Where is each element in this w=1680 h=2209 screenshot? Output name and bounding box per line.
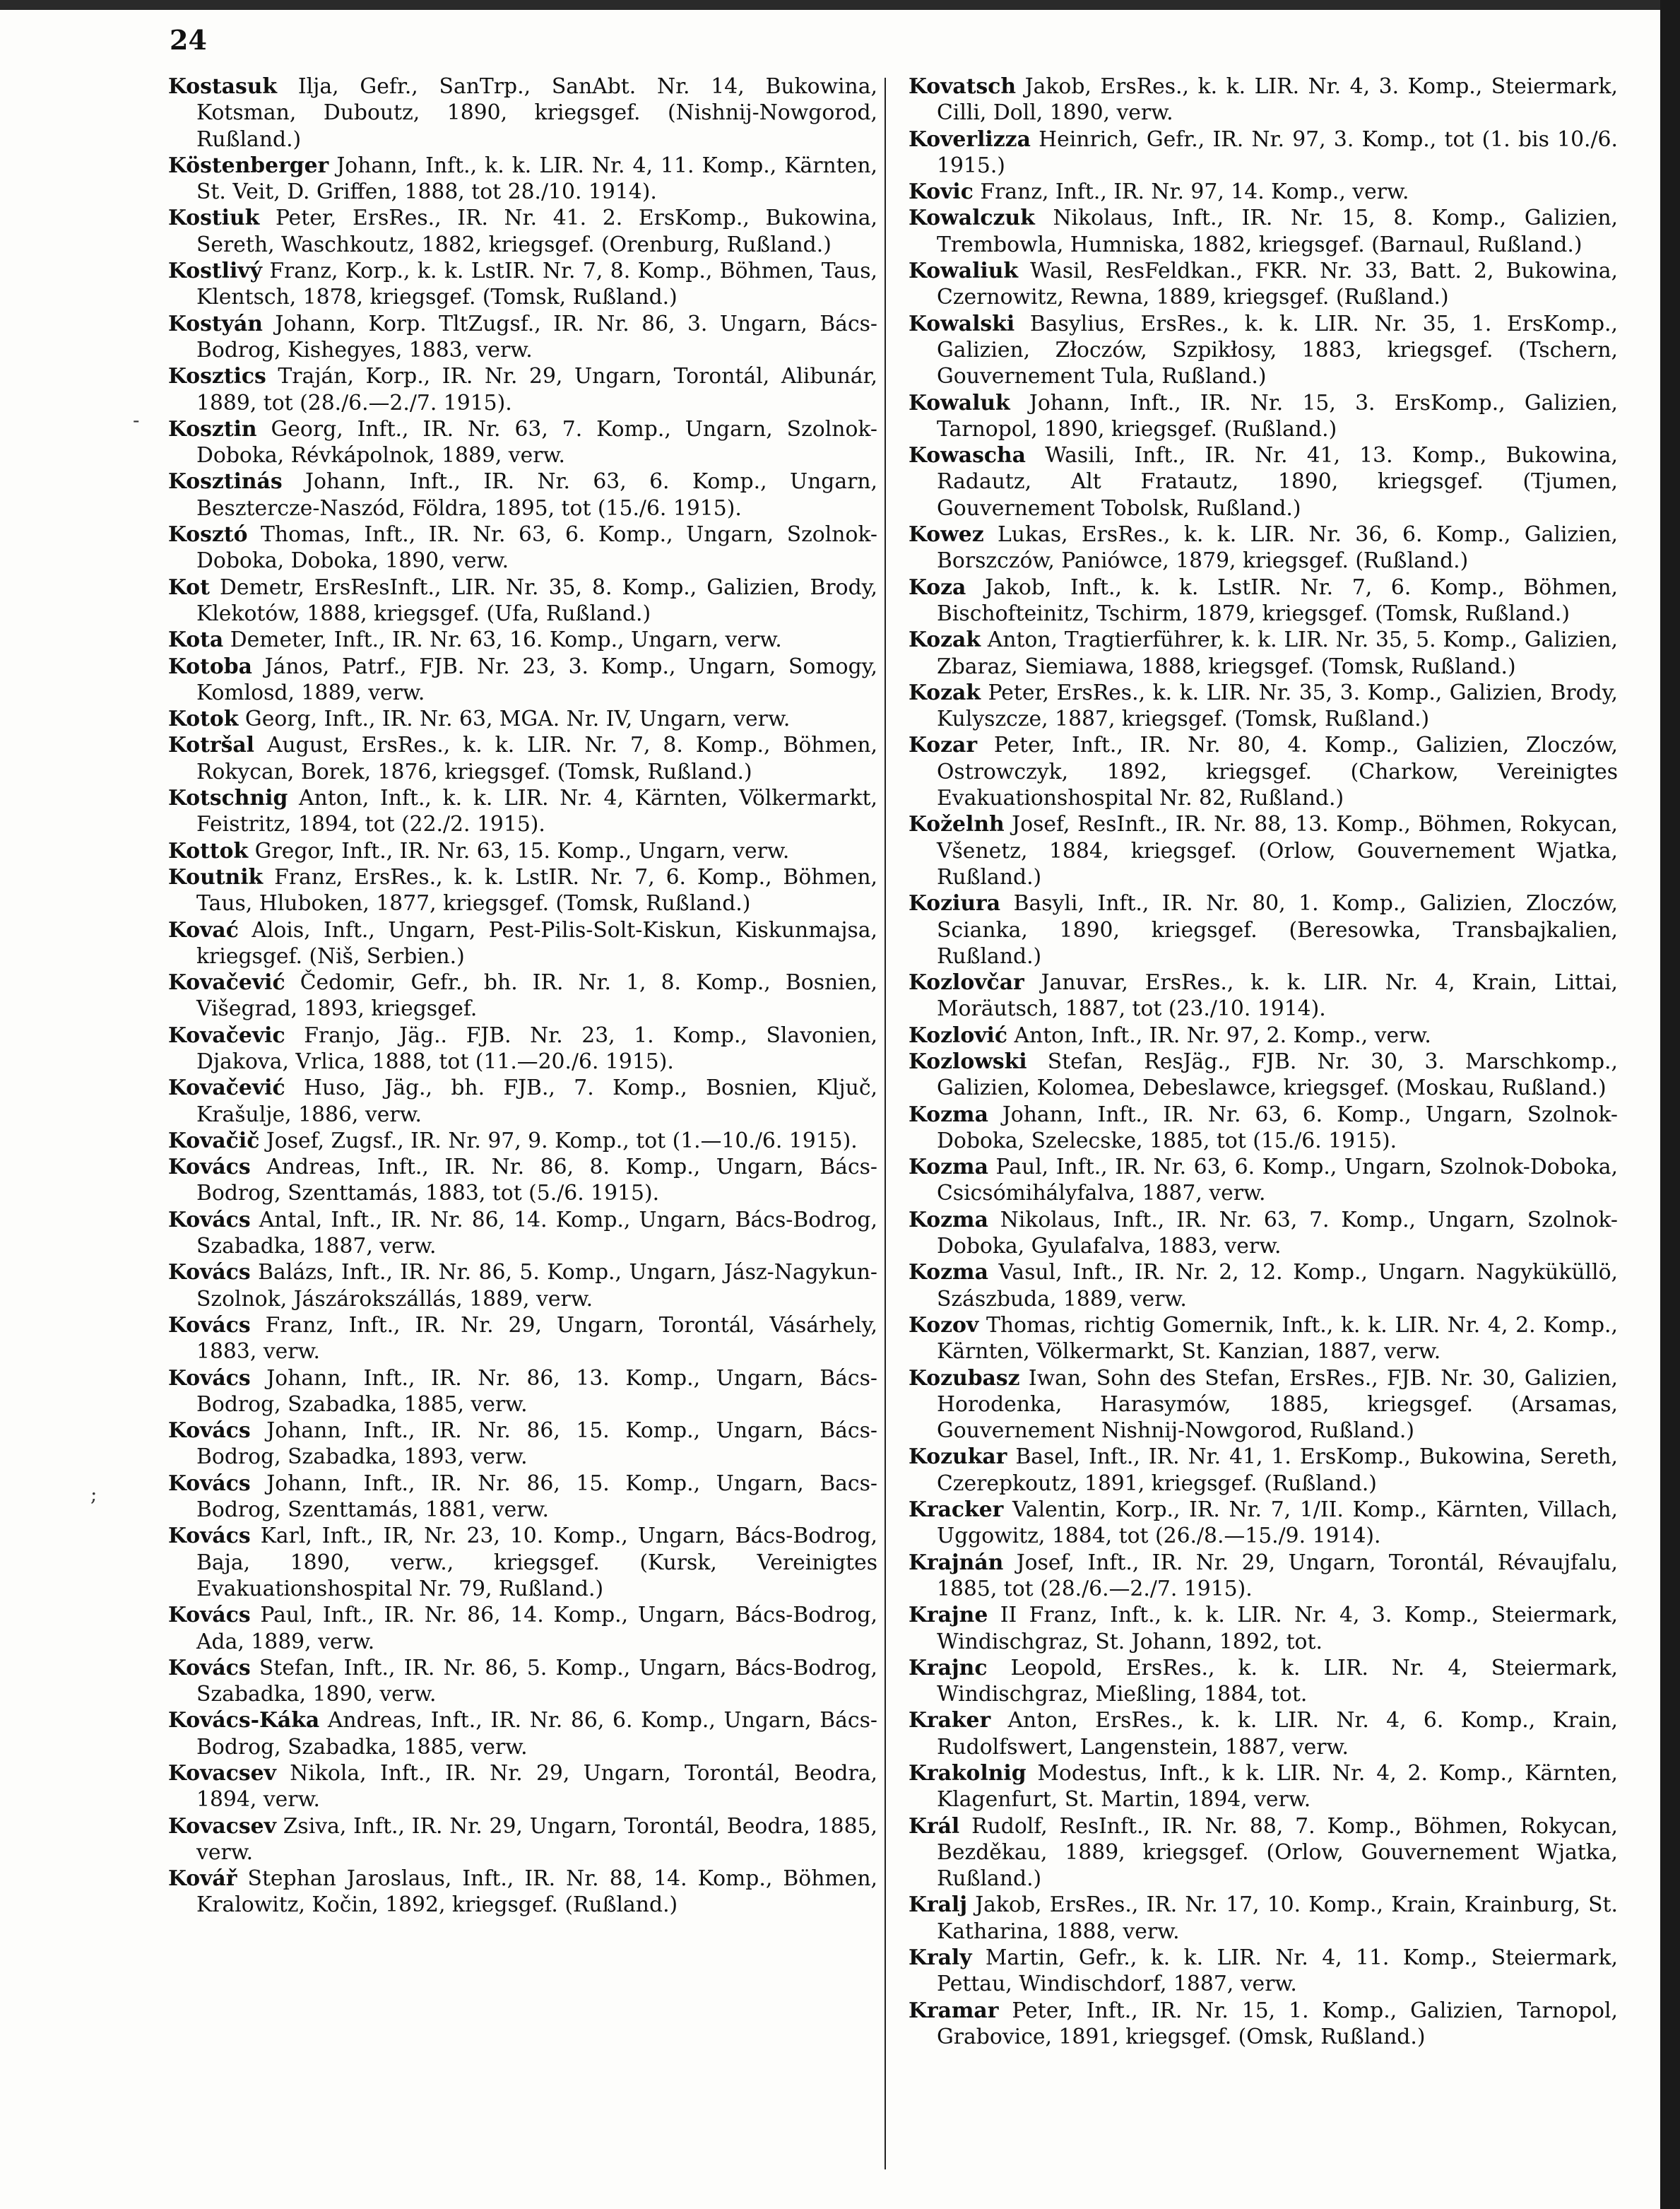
register-entry bbox=[168, 732, 877, 785]
register-entry bbox=[168, 1760, 877, 1813]
entry-details: Johann, Inft., IR. Nr. 86, 15. Komp., Ungarn, Bács-Bodrog, Szabadka, 1893, verw. bbox=[196, 1418, 877, 1470]
entry-surname: Kozma bbox=[909, 1102, 988, 1127]
register-entry bbox=[168, 917, 877, 970]
register-entry bbox=[909, 890, 1618, 970]
entry-details: Franjo, Jäg.. FJB. Nr. 23, 1. Komp., Slavonien, Djakova, Vrlica, 1888, tot (11.—20./6. 1915). bbox=[196, 1023, 877, 1074]
entry-details: Martin, Gefr., k. k. LIR. Nr. 4, 11. Komp., Steiermark, Pettau, Windischdorf, 1887, verw. bbox=[937, 1945, 1618, 1997]
entry-surname: Kosztinás bbox=[168, 469, 283, 495]
register-entry bbox=[909, 1998, 1618, 2051]
entry-details: Stefan, Inft., IR. Nr. 86, 5. Komp., Ungarn, Bács-Bodrog, Szabadka, 1890, verw. bbox=[196, 1655, 877, 1707]
register-entry bbox=[168, 1471, 877, 1524]
entry-details: Nikola, Inft., IR. Nr. 29, Ungarn, Torontál, Beodra, 1894, verw. bbox=[196, 1761, 877, 1813]
entry-details: II Franz, Inft., k. k. LIR. Nr. 4, 3. Komp., Steiermark, Windischgraz, St. Johann, 1892, tot. bbox=[937, 1603, 1618, 1654]
register-entry bbox=[168, 205, 877, 258]
entry-details: Ilja, Gefr., SanTrp., SanAbt. Nr. 14, Bukowina, Kotsman, Duboutz, 1890, kriegsgef. (Nishnij-Nowgorod, Rußland.) bbox=[196, 74, 877, 152]
entry-surname: Kozlovčar bbox=[909, 970, 1024, 996]
left-column bbox=[168, 73, 877, 2186]
register-entry bbox=[168, 1602, 877, 1655]
entry-details: Wasil, ResFeldkan., FKR. Nr. 33, Batt. 2, Bukowina, Czernowitz, Rewna, 1889, kriegsgef. (Rußland.) bbox=[937, 259, 1618, 310]
entry-details: Johann, Korp. TltZugsf., IR. Nr. 86, 3. Ungarn, Bács-Bodrog, Kishegyes, 1883, verw. bbox=[196, 311, 877, 363]
entry-details: Peter, Inft., IR. Nr. 80, 4. Komp., Galizien, Zloczów, Ostrowczyk, 1892, kriegsgef. (Charkow, Vereinigtes Evakuationshospital Nr. 82, Rußland.) bbox=[937, 733, 1618, 811]
entry-surname: Krakolnig bbox=[909, 1761, 1027, 1786]
entry-details: Gregor, Inft., IR. Nr. 63, 15. Komp., Ungarn, verw. bbox=[254, 838, 790, 864]
entry-details: Johann, Inft., IR. Nr. 63, 6. Komp., Ungarn, Szolnok-Doboka, Szelecske, 1885, tot (15./6. 1915). bbox=[937, 1102, 1618, 1153]
entry-surname: Kozak bbox=[909, 680, 981, 705]
entry-surname: Kowalski bbox=[909, 311, 1015, 336]
entry-details: Josef, Inft., IR. Nr. 29, Ungarn, Torontál, Révaujfalu, 1885, tot (28./6.—2./7. 1915). bbox=[937, 1550, 1618, 1601]
entry-details: Vasul, Inft., IR. Nr. 2, 12. Komp., Ungarn. Nagyküküllö, Szászbuda, 1889, verw. bbox=[937, 1260, 1618, 1312]
entry-surname: Krajnc bbox=[909, 1655, 988, 1680]
register-entry bbox=[168, 654, 877, 707]
entry-details: Basyli, Inft., IR. Nr. 80, 1. Komp., Galizien, Zloczów, Scianka, 1890, kriegsgef. (Beresowka, Transbajkalien, Rußland.) bbox=[937, 891, 1618, 969]
entry-details: Paul, Inft., IR. Nr. 86, 14. Komp., Ungarn, Bács-Bodrog, Ada, 1889, verw. bbox=[196, 1603, 877, 1654]
entry-details: Peter, ErsRes., k. k. LIR. Nr. 35, 3. Komp., Galizien, Brody, Kulyszcze, 1887, kriegsgef. (Tomsk, Rußland.) bbox=[937, 680, 1618, 732]
register-entry bbox=[909, 1207, 1618, 1260]
entry-details: Čedomir, Gefr., bh. IR. Nr. 1, 8. Komp., Bosnien, Višegrad, 1893, kriegsgef. bbox=[196, 970, 877, 1022]
entry-surname: Kozlowski bbox=[909, 1049, 1027, 1074]
entry-surname: Kracker bbox=[909, 1497, 1004, 1523]
entry-details: Thomas, Inft., IR. Nr. 63, 6. Komp., Ungarn, Szolnok-Doboka, Doboka, 1890, verw. bbox=[196, 522, 877, 574]
entry-details: János, Patrf., FJB. Nr. 23, 3. Komp., Ungarn, Somogy, Komlosd, 1889, verw. bbox=[196, 654, 877, 705]
register-entry bbox=[168, 1523, 877, 1602]
entry-details: Stephan Jaroslaus, Inft., IR. Nr. 88, 14. Komp., Böhmen, Kralowitz, Kočin, 1892, kriegsgef. (Rußland.) bbox=[196, 1866, 877, 1918]
register-entry bbox=[168, 785, 877, 838]
entry-details: Anton, Inft., k. k. LIR. Nr. 4, Kärnten, Völkermarkt, Feistritz, 1894, tot (22./2. 1915). bbox=[196, 786, 877, 837]
register-entry bbox=[909, 1892, 1618, 1945]
entry-surname: Kota bbox=[168, 628, 224, 653]
register-entry bbox=[168, 522, 877, 575]
register-entry bbox=[909, 1259, 1618, 1312]
entry-details: Stefan, ResJäg., FJB. Nr. 30, 3. Marschkomp., Galizien, Kolomea, Debeslawce, kriegsgef. (Moskau, Rußland.) bbox=[937, 1049, 1618, 1101]
entry-details: Thomas, richtig Gomernik, Inft., k. k. LIR. Nr. 4, 2. Komp., Kärnten, Völkermarkt, St. Kanzian, 1887, verw. bbox=[937, 1312, 1618, 1365]
entry-details: Anton, Tragtierführer, k. k. LIR. Nr. 35, 5. Komp., Galizien, Zbaraz, Siemiawa, 1888, kriegsgef. (Tomsk, Rußland.) bbox=[937, 628, 1618, 679]
entry-details: Demetr, ErsResInft., LIR. Nr. 35, 8. Komp., Galizien, Brody, Klekotów, 1888, kriegsgef. (Ufa, Rußland.) bbox=[196, 575, 877, 626]
entry-surname: Kovacsev bbox=[168, 1813, 276, 1839]
entry-surname: Kozma bbox=[909, 1260, 988, 1285]
entry-surname: Kovács bbox=[168, 1365, 251, 1391]
entry-surname: Kovář bbox=[168, 1866, 237, 1892]
entry-surname: Kovać bbox=[168, 917, 239, 943]
entry-details: Jakob, ErsRes., IR. Nr. 17, 10. Komp., Krain, Krainburg, St. Katharina, 1888, verw. bbox=[937, 1892, 1618, 1944]
entry-surname: Kowaliuk bbox=[909, 259, 1019, 284]
entry-details: Jakob, Inft., k. k. LstIR. Nr. 7, 6. Komp., Böhmen, Bischofteinitz, Tschirm, 1879, kriegsgef. (Tomsk, Rußland.) bbox=[937, 575, 1618, 626]
register-entry bbox=[909, 1945, 1618, 1998]
entry-surname: Kovács bbox=[168, 1418, 251, 1444]
entry-surname: Kovács bbox=[168, 1155, 251, 1180]
register-entry bbox=[168, 73, 877, 153]
entry-surname: Kovács bbox=[168, 1312, 251, 1338]
entry-surname: Kotok bbox=[168, 707, 239, 732]
register-entry bbox=[168, 838, 877, 864]
entry-surname: Kovačević bbox=[168, 970, 285, 996]
column-divider bbox=[885, 78, 886, 2169]
entry-details: Basel, Inft., IR. Nr. 41, 1. ErsKomp., Bukowina, Sereth, Czerepkoutz, 1891, kriegsgef. (Rußland.) bbox=[937, 1444, 1618, 1496]
entry-details: Lukas, ErsRes., k. k. LIR. Nr. 36, 6. Komp., Galizien, Borszczów, Paniówce, 1879, kriegsgef. (Rußland.) bbox=[937, 522, 1618, 574]
entry-surname: Kraker bbox=[909, 1708, 991, 1733]
entry-details: Basylius, ErsRes., k. k. LIR. Nr. 35, 1. ErsKomp., Galizien, Złoczów, Szpikłosy, 1883, kriegsgef. (Tschern, Gouvernement Tula, Rußland.) bbox=[937, 311, 1618, 389]
register-entry bbox=[168, 1365, 877, 1418]
margin-mark-dash: - bbox=[133, 408, 140, 432]
entry-surname: Kotršal bbox=[168, 733, 254, 758]
entry-details: Peter, ErsRes., IR. Nr. 41. 2. ErsKomp., Bukowina, Sereth, Waschkoutz, 1882, kriegsgef. (Orenburg, Rußland.) bbox=[196, 206, 877, 257]
entry-details: Nikolaus, Inft., IR. Nr. 15, 8. Komp., Galizien, Trembowla, Humniska, 1882, kriegsgef. (Barnaul, Rußland.) bbox=[937, 206, 1618, 257]
register-entry bbox=[168, 627, 877, 653]
entry-details: Johann, Inft., IR. Nr. 15, 3. ErsKomp., Galizien, Tarnopol, 1890, kriegsgef. (Rußland.) bbox=[937, 390, 1618, 442]
entry-surname: Kozar bbox=[909, 733, 978, 758]
entry-details: Franz, Korp., k. k. LstIR. Nr. 7, 8. Komp., Böhmen, Taus, Klentsch, 1878, kriegsgef. (Tomsk, Rußland.) bbox=[196, 259, 877, 310]
entry-surname: Kovács bbox=[168, 1524, 251, 1549]
entry-surname: Kotoba bbox=[168, 654, 252, 679]
entry-details: Josef, ResInft., IR. Nr. 88, 13. Komp., Böhmen, Rokycan, Všenetz, 1884, kriegsgef. (Orlow, Gouvernement Wjatka, Rußland.) bbox=[937, 812, 1618, 890]
register-entry bbox=[909, 575, 1618, 628]
register-entry bbox=[168, 1154, 877, 1207]
register-entry bbox=[909, 970, 1618, 1023]
entry-surname: Kozukar bbox=[909, 1444, 1007, 1470]
entry-surname: Kovačevic bbox=[168, 1023, 285, 1048]
register-entry bbox=[909, 179, 1618, 205]
scan-right-edge bbox=[1660, 0, 1680, 2209]
entry-details: Balázs, Inft., IR. Nr. 86, 5. Komp., Ungarn, Jász-Nagykun-Szolnok, Jászárokszállás, 1889, verw. bbox=[196, 1260, 877, 1312]
entry-details: Antal, Inft., IR. Nr. 86, 14. Komp., Ungarn, Bács-Bodrog, Szabadka, 1887, verw. bbox=[196, 1207, 877, 1259]
entry-details: Iwan, Sohn des Stefan, ErsRes., FJB. Nr. 30, Galizien, Horodenka, Harasymów, 1885, kriegsgef. (Arsamas, Gouvernement Nishnij-Nowgorod, Rußland.) bbox=[937, 1365, 1618, 1444]
entry-details: Wasili, Inft., IR. Nr. 41, 13. Komp., Bukowina, Radautz, Alt Fratautz, 1890, kriegsgef. (Tjumen, Gouvernement Tobolsk, Rußland.) bbox=[937, 443, 1618, 521]
register-entry bbox=[168, 1707, 877, 1760]
register-entry bbox=[168, 864, 877, 917]
entry-surname: Krajne bbox=[909, 1603, 988, 1628]
page-number: 24 bbox=[170, 24, 207, 56]
register-entry bbox=[909, 680, 1618, 733]
entry-surname: Kovács bbox=[168, 1207, 251, 1232]
entry-details: Georg, Inft., IR. Nr. 63, MGA. Nr. IV, Ungarn, verw. bbox=[244, 707, 791, 732]
register-entry bbox=[168, 153, 877, 206]
entry-surname: Kovács bbox=[168, 1655, 251, 1680]
entry-details: August, ErsRes., k. k. LIR. Nr. 7, 8. Komp., Böhmen, Rokycan, Borek, 1876, kriegsgef. (Tomsk, Rußland.) bbox=[196, 733, 877, 784]
entry-surname: Kovačević bbox=[168, 1076, 285, 1101]
entry-details: Paul, Inft., IR. Nr. 63, 6. Komp., Ungarn, Szolnok-Doboka, Csicsómihályfalva, 1887, verw. bbox=[937, 1155, 1618, 1206]
entry-details: Johann, Inft., k. k. LIR. Nr. 4, 11. Komp., Kärnten, St. Veit, D. Griffen, 1888, tot 28./10. 1914). bbox=[196, 153, 877, 205]
register-entry bbox=[909, 1444, 1618, 1497]
register-entry bbox=[168, 258, 877, 311]
register-entry bbox=[909, 311, 1618, 390]
entry-details: Franz, ErsRes., k. k. LstIR. Nr. 7, 6. Komp., Böhmen, Taus, Hluboken, 1877, kriegsgef. (Tomsk, Rußland.) bbox=[196, 864, 877, 917]
entry-details: Rudolf, ResInft., IR. Nr. 88, 7. Komp., Böhmen, Rokycan, Bezděkau, 1889, kriegsgef. (Orlow, Gouvernement Wjatka, Rußland.) bbox=[937, 1813, 1618, 1892]
entry-surname: Kozov bbox=[909, 1312, 979, 1338]
register-entry bbox=[909, 1813, 1618, 1892]
entry-details: Johann, Inft., IR. Nr. 86, 13. Komp., Ungarn, Bács-Bodrog, Szabadka, 1885, verw. bbox=[196, 1365, 877, 1417]
entry-surname: Kostiuk bbox=[168, 206, 260, 231]
entry-surname: Kovács bbox=[168, 1603, 251, 1628]
entry-details: Peter, Inft., IR. Nr. 15, 1. Komp., Galizien, Tarnopol, Grabovice, 1891, kriegsgef. (Omsk, Rußland.) bbox=[937, 1998, 1618, 2049]
register-entry bbox=[168, 1075, 877, 1128]
register-entry bbox=[168, 1813, 877, 1866]
entry-details: Franz, Inft., IR. Nr. 29, Ungarn, Torontál, Vásárhely, 1883, verw. bbox=[196, 1312, 877, 1365]
entry-details: Jakob, ErsRes., k. k. LIR. Nr. 4, 3. Komp., Steiermark, Cilli, Doll, 1890, verw. bbox=[937, 74, 1618, 126]
entry-surname: Kosztin bbox=[168, 416, 257, 442]
entry-surname: Koziura bbox=[909, 891, 1001, 917]
entry-surname: Kotschnig bbox=[168, 786, 288, 811]
entry-surname: Kosztics bbox=[168, 364, 266, 389]
scan-top-edge bbox=[0, 0, 1680, 10]
entry-surname: Kovic bbox=[909, 179, 974, 205]
register-entry bbox=[909, 627, 1618, 680]
entry-surname: Krajnán bbox=[909, 1550, 1004, 1575]
entry-details: Valentin, Korp., IR. Nr. 7, 1/II. Komp., Kärnten, Villach, Uggowitz, 1884, tot (26./8.—15./9. 1914). bbox=[937, 1497, 1618, 1549]
entry-surname: Kowalczuk bbox=[909, 206, 1035, 231]
entry-details: Karl, Inft., IR, Nr. 23, 10. Komp., Ungarn, Bács-Bodrog, Baja, 1890, verw., kriegsgef. (Kursk, Vereinigtes Evakuationshospital Nr. 79, Rußland.) bbox=[196, 1524, 877, 1601]
entry-surname: Kovács bbox=[168, 1471, 251, 1496]
margin-mark-semicolon: ; bbox=[90, 1483, 97, 1506]
entry-surname: Koutnik bbox=[168, 864, 264, 890]
entry-surname: Kostasuk bbox=[168, 74, 278, 99]
register-entry bbox=[909, 1312, 1618, 1365]
entry-details: Nikolaus, Inft., IR. Nr. 63, 7. Komp., Ungarn, Szolnok-Doboka, Gyulafalva, 1883, verw. bbox=[937, 1207, 1618, 1259]
register-entry bbox=[909, 1602, 1618, 1655]
entry-details: Huso, Jäg., bh. FJB., 7. Komp., Bosnien, Ključ, Krašulje, 1886, verw. bbox=[196, 1076, 877, 1127]
entry-surname: Kostlivý bbox=[168, 259, 262, 284]
register-entry bbox=[909, 1760, 1618, 1813]
entry-surname: Kowaluk bbox=[909, 390, 1010, 416]
register-entry bbox=[909, 1655, 1618, 1708]
entry-surname: Král bbox=[909, 1813, 960, 1839]
entry-details: Andreas, Inft., IR. Nr. 86, 8. Komp., Ungarn, Bács-Bodrog, Szenttamás, 1883, tot (5./6. 1915). bbox=[196, 1155, 877, 1206]
entry-details: Josef, Zugsf., IR. Nr. 97, 9. Komp., tot (1.—10./6. 1915). bbox=[266, 1128, 858, 1153]
entry-surname: Kramar bbox=[909, 1998, 999, 2023]
register-entry bbox=[909, 732, 1618, 811]
entry-details: Johann, Inft., IR. Nr. 63, 6. Komp., Ungarn, Besztercze-Naszód, Földra, 1895, tot (15./6. 1915). bbox=[196, 469, 877, 521]
entry-details: Zsiva, Inft., IR. Nr. 29, Ungarn, Torontál, Beodra, 1885, verw. bbox=[196, 1813, 877, 1865]
entry-surname: Kozma bbox=[909, 1155, 988, 1180]
entry-details: Anton, Inft., IR. Nr. 97, 2. Komp., verw. bbox=[1014, 1023, 1431, 1048]
entry-surname: Kovačič bbox=[168, 1128, 260, 1153]
register-entry bbox=[909, 1102, 1618, 1155]
register-entry bbox=[909, 1154, 1618, 1207]
entry-details: Demeter, Inft., IR. Nr. 63, 16. Komp., Ungarn, verw. bbox=[230, 628, 782, 653]
register-entry bbox=[909, 390, 1618, 443]
entry-surname: Koza bbox=[909, 575, 966, 600]
entry-surname: Kovács bbox=[168, 1260, 251, 1285]
entry-details: Alois, Inft., Ungarn, Pest-Pilis-Solt-Kiskun, Kiskunmajsa, kriegsgef. (Niš, Serbien.) bbox=[196, 917, 877, 969]
entry-surname: Kot bbox=[168, 575, 210, 600]
entry-details: Anton, ErsRes., k. k. LIR. Nr. 4, 6. Komp., Krain, Rudolfswert, Langenstein, 1887, verw. bbox=[937, 1708, 1618, 1760]
register-entry bbox=[168, 311, 877, 364]
entry-surname: Kraly bbox=[909, 1945, 972, 1971]
entry-details: Heinrich, Gefr., IR. Nr. 97, 3. Komp., tot (1. bis 10./6. 1915.) bbox=[937, 126, 1618, 178]
register-entry bbox=[909, 442, 1618, 522]
register-entry bbox=[168, 1207, 877, 1260]
entry-surname: Kowez bbox=[909, 522, 984, 548]
register-entry bbox=[168, 416, 877, 469]
entry-surname: Kovács-Káka bbox=[168, 1708, 320, 1733]
entry-surname: Kosztó bbox=[168, 522, 248, 548]
entry-details: Leopold, ErsRes., k. k. LIR. Nr. 4, Steiermark, Windischgraz, Mießling, 1884, tot. bbox=[937, 1655, 1618, 1707]
register-entry bbox=[168, 970, 877, 1023]
register-entry bbox=[909, 73, 1618, 126]
register-entry bbox=[168, 575, 877, 628]
register-entry bbox=[909, 205, 1618, 258]
register-entry bbox=[168, 706, 877, 732]
right-column bbox=[909, 73, 1618, 2186]
register-entry bbox=[168, 363, 877, 416]
register-entry bbox=[168, 469, 877, 522]
register-entry bbox=[168, 1023, 877, 1076]
register-entry bbox=[909, 1023, 1618, 1049]
register-entry bbox=[168, 1312, 877, 1365]
entry-details: Januvar, ErsRes., k. k. LIR. Nr. 4, Krain, Littai, Moräutsch, 1887, tot (23./10. 1914). bbox=[937, 970, 1618, 1022]
register-entry bbox=[909, 811, 1618, 890]
entry-details: Andreas, Inft., IR. Nr. 86, 6. Komp., Ungarn, Bács-Bodrog, Szabadka, 1885, verw. bbox=[196, 1708, 877, 1760]
register-entry bbox=[168, 1259, 877, 1312]
register-entry bbox=[909, 258, 1618, 311]
entry-surname: Kozma bbox=[909, 1207, 988, 1232]
entry-surname: Kostyán bbox=[168, 311, 263, 336]
register-entry bbox=[168, 1128, 877, 1154]
entry-surname: Kovatsch bbox=[909, 74, 1017, 99]
entry-surname: Kozubasz bbox=[909, 1365, 1020, 1391]
entry-surname: Kralj bbox=[909, 1892, 968, 1918]
register-entry bbox=[909, 1049, 1618, 1102]
entry-surname: Kottok bbox=[168, 838, 249, 864]
register-entry bbox=[168, 1655, 877, 1708]
entry-details: Johann, Inft., IR. Nr. 86, 15. Komp., Ungarn, Bacs-Bodrog, Szenttamás, 1881, verw. bbox=[196, 1471, 877, 1523]
entry-surname: Kozak bbox=[909, 628, 981, 653]
entry-surname: Kowascha bbox=[909, 443, 1026, 469]
entry-surname: Koverlizza bbox=[909, 126, 1031, 152]
register-entry bbox=[168, 1418, 877, 1471]
entry-surname: Kovacsev bbox=[168, 1761, 276, 1786]
entry-surname: Kozlović bbox=[909, 1023, 1008, 1048]
register-entry bbox=[909, 1365, 1618, 1444]
register-entry bbox=[909, 1497, 1618, 1550]
register-entry bbox=[909, 1707, 1618, 1760]
register-entry bbox=[168, 1866, 877, 1919]
entry-details: Traján, Korp., IR. Nr. 29, Ungarn, Torontál, Alibunár, 1889, tot (28./6.—2./7. 1915). bbox=[196, 364, 877, 416]
entry-details: Franz, Inft., IR. Nr. 97, 14. Komp., verw. bbox=[980, 179, 1409, 205]
entry-surname: Koželnh bbox=[909, 812, 1005, 837]
entry-details: Modestus, Inft., k k. LIR. Nr. 4, 2. Komp., Kärnten, Klagenfurt, St. Martin, 1894, verw. bbox=[937, 1761, 1618, 1813]
entry-surname: Köstenberger bbox=[168, 153, 329, 178]
register-entry bbox=[909, 126, 1618, 179]
entry-details: Georg, Inft., IR. Nr. 63, 7. Komp., Ungarn, Szolnok-Doboka, Révkápolnok, 1889, verw. bbox=[196, 416, 877, 469]
register-entry bbox=[909, 1550, 1618, 1603]
register-entry bbox=[909, 522, 1618, 575]
